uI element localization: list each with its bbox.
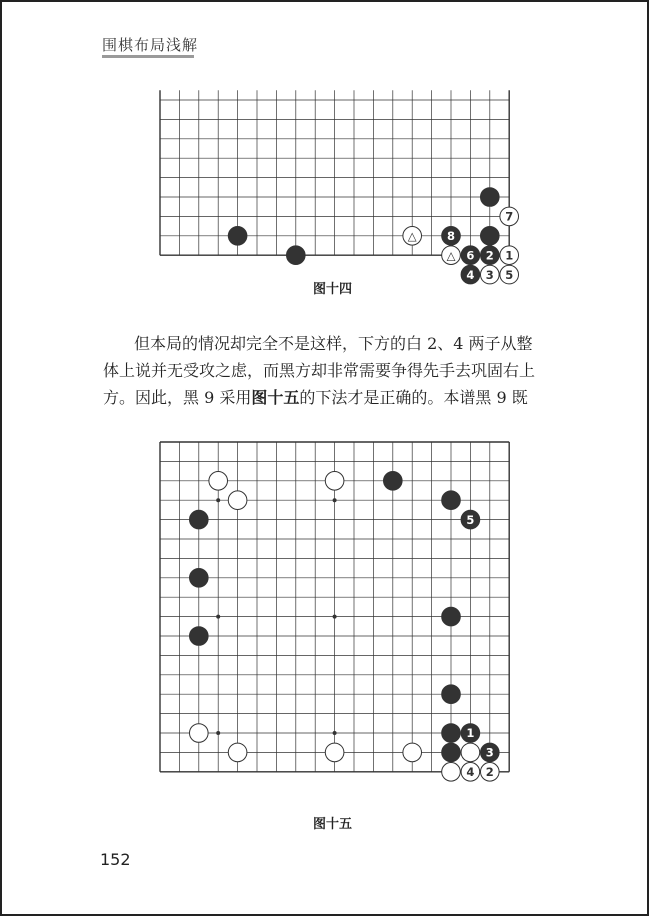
white-stone: [480, 762, 499, 781]
white-stone: [228, 491, 247, 510]
white-stone-disc: [228, 743, 247, 762]
white-stone: [403, 743, 422, 762]
running-header: 围棋布局浅解: [102, 36, 199, 54]
white-stone: [500, 207, 519, 226]
white-stone-disc: [228, 491, 247, 510]
black-stone: [480, 226, 499, 245]
hoshi-point: [333, 615, 337, 619]
black-stone-disc: [442, 743, 461, 762]
black-stone-disc: [189, 627, 208, 646]
figure15-reference: 图十五: [251, 388, 300, 407]
white-stone: [189, 724, 208, 743]
black-stone-disc: [442, 685, 461, 704]
white-stone: [480, 265, 499, 284]
stone-label: 5: [466, 512, 475, 527]
white-stone: [461, 762, 480, 781]
board-grid: [160, 442, 509, 772]
black-stone-disc: [286, 246, 305, 265]
hoshi-point: [333, 731, 337, 735]
paragraph-line-2: 体上说并无受攻之虑，而黑方却非常需要争得先手去巩固右上: [103, 361, 536, 380]
white-stone: [500, 246, 519, 265]
page-number: 152: [100, 850, 131, 869]
stone-label: 4: [466, 267, 475, 282]
hoshi-point: [333, 498, 337, 502]
white-stone-disc: [325, 743, 344, 762]
stone-label: 1: [505, 248, 514, 263]
white-stone: [209, 471, 228, 490]
white-stone-disc: [209, 471, 228, 490]
black-stone: [442, 491, 461, 510]
black-stone-disc: [189, 510, 208, 529]
black-stone: [286, 246, 305, 265]
black-stone: [442, 685, 461, 704]
white-stone: [325, 471, 344, 490]
figure14-caption: 图十四: [313, 282, 353, 297]
black-stone-disc: [442, 724, 461, 743]
paragraph-line-3: [103, 384, 594, 411]
stone-label: 5: [505, 267, 514, 282]
black-stone: [228, 226, 247, 245]
white-stone: [228, 743, 247, 762]
stone-label: 7: [505, 209, 514, 224]
black-stone: [442, 607, 461, 626]
hoshi-point: [216, 731, 220, 735]
white-stone-disc: [461, 743, 480, 762]
black-stone: [442, 226, 461, 245]
stone-label: △: [407, 229, 417, 243]
black-stone: [189, 510, 208, 529]
black-stone-disc: [442, 607, 461, 626]
white-stone-disc: [403, 743, 422, 762]
stone-label: 1: [466, 726, 475, 741]
stone-label: 3: [485, 267, 494, 282]
black-stone-disc: [480, 188, 499, 207]
white-stone: [442, 762, 461, 781]
black-stone: [461, 724, 480, 743]
black-stone: [461, 265, 480, 284]
go-board-figure15: [152, 434, 522, 794]
white-stone: [442, 246, 461, 265]
white-stone: [325, 743, 344, 762]
go-board-figure14: [152, 90, 522, 282]
hoshi-point: [216, 615, 220, 619]
black-stone: [442, 724, 461, 743]
white-stone-disc: [442, 762, 461, 781]
stone-label: 2: [485, 765, 494, 779]
black-stone: [461, 246, 480, 265]
header-underline: [102, 55, 194, 58]
black-stone: [480, 188, 499, 207]
black-stone-disc: [442, 491, 461, 510]
stone-label: 2: [485, 248, 494, 263]
black-stone: [461, 510, 480, 529]
white-stone: [403, 226, 422, 245]
black-stone-disc: [383, 471, 402, 490]
black-stone: [383, 471, 402, 490]
stone-label: 6: [466, 248, 475, 263]
white-stone-disc: [325, 471, 344, 490]
white-stone: [500, 265, 519, 284]
black-stone: [480, 743, 499, 762]
hoshi-point: [216, 498, 220, 502]
paragraph-line-1: 但本局的情况却完全不是这样，下方的白 2、4 两子从整: [134, 334, 533, 353]
black-stone: [189, 568, 208, 587]
stone-label: 4: [466, 765, 475, 779]
figure15-caption: 图十五: [313, 817, 353, 832]
white-stone-disc: [189, 724, 208, 743]
stone-label: 3: [485, 745, 494, 760]
stone-label: 8: [446, 229, 456, 243]
paragraph-line-3-a: 方。因此，黑 9 采用: [103, 388, 252, 407]
stone-label: △: [446, 248, 456, 263]
body-paragraph: [103, 330, 594, 411]
black-stone-disc: [228, 226, 247, 245]
white-stone: [461, 743, 480, 762]
paragraph-line-3-c: 的下法才是正确的。本谱黑 9 既: [299, 388, 528, 407]
black-stone-disc: [480, 226, 499, 245]
black-stone: [189, 627, 208, 646]
black-stone-disc: [189, 568, 208, 587]
black-stone: [442, 743, 461, 762]
black-stone: [480, 246, 499, 265]
